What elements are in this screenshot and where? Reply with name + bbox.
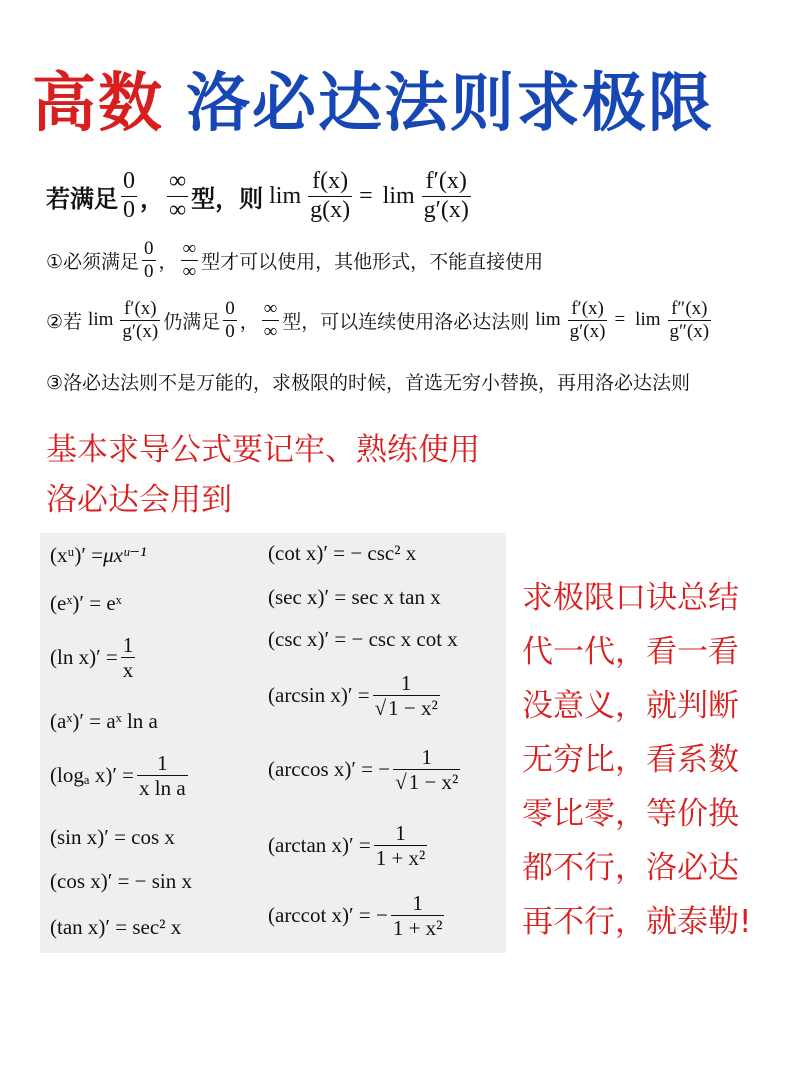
sqrt-sign: √ [395, 770, 407, 795]
numerator: ∞ [182, 238, 197, 259]
denominator: g′(x) [122, 320, 159, 342]
formula-arcsin [268, 671, 443, 720]
formula-arccot [268, 891, 447, 940]
formula-lhs: (arcsin x)′ = [268, 683, 370, 708]
formula-lhs: (xᵘ)′ = [50, 543, 104, 567]
inf-over-inf [181, 238, 199, 283]
verse-line: 没意义，就判断 [522, 688, 739, 724]
fpp-over-gpp [668, 298, 712, 343]
numerator: f″(x) [671, 298, 708, 319]
denominator: 0 [225, 320, 235, 342]
note-1 [46, 238, 543, 283]
formula-tan: (tan x)′ = sec² x [50, 915, 182, 939]
formula-cos: (cos x)′ = − sin x [50, 869, 193, 893]
lim-operator: lim [269, 182, 302, 209]
note-2-prefix: ②若 [46, 310, 83, 333]
subtitle-line-1: 基本求导公式要记牢、熟练使用 [46, 432, 480, 468]
denominator [373, 695, 440, 720]
title-topic: 洛必达法则求极限 [186, 67, 714, 141]
numerator: f′(x) [123, 298, 157, 319]
denominator: 1 + x² [375, 846, 426, 871]
note-2 [46, 298, 714, 343]
numerator: 1 [122, 633, 134, 657]
equals-sign: = [614, 309, 626, 331]
denominator: g(x) [310, 196, 351, 223]
lim-operator: lim [635, 309, 661, 331]
formula-rhs: μxᵘ⁻¹ [103, 543, 147, 567]
formula-lhs: (arccot x)′ = − [268, 903, 388, 928]
formula-cot: (cot x)′ = − csc² x [268, 541, 417, 565]
inf-over-inf [262, 298, 280, 343]
zero-over-zero [223, 298, 237, 343]
denominator: ∞ [169, 196, 187, 223]
lim-operator: lim [535, 309, 561, 331]
comma: ， [140, 184, 164, 213]
comma: ， [158, 250, 178, 273]
radicand: 1 − x² [388, 696, 438, 721]
denominator: x [122, 658, 134, 683]
numerator: ∞ [263, 298, 278, 319]
formula-csc: (csc x)′ = − csc x cot x [268, 627, 458, 651]
formula-ax: (aˣ)′ = aˣ ln a [50, 709, 158, 733]
note-3: ③洛必达法则不是万能的，求极限的时候，首选无穷小替换，再用洛必达法则 [46, 372, 691, 394]
numerator: ∞ [169, 168, 187, 194]
denominator: g″(x) [669, 320, 710, 342]
verse-line: 再不行，就泰勒! [522, 904, 752, 940]
numerator: 0 [144, 238, 154, 259]
denominator: 1 + x² [392, 916, 443, 941]
formula-sec: (sec x)′ = sec x tan x [268, 585, 441, 609]
denominator: g′(x) [569, 320, 606, 342]
numerator: f(x) [312, 168, 349, 194]
note-1-prefix: ①必须满足 [46, 250, 140, 273]
lim-operator: lim [88, 309, 114, 331]
formula-fraction [374, 821, 428, 870]
denominator: 0 [123, 196, 135, 223]
denominator: g′(x) [423, 196, 469, 223]
note-2-mid: 仍满足 [163, 310, 221, 333]
verse-line: 都不行，洛必达 [522, 850, 739, 886]
numerator: 1 [412, 891, 423, 915]
title-subject: 高数 [32, 67, 164, 141]
radicand: 1 − x² [408, 770, 459, 795]
formula-log [50, 751, 191, 800]
condition-line [46, 168, 474, 224]
numerator: 1 [157, 751, 168, 775]
zero-over-zero [121, 168, 137, 224]
lim-operator: lim [382, 182, 415, 209]
numerator: 1 [400, 671, 412, 695]
page-title [32, 52, 714, 144]
formula-fraction [121, 633, 136, 682]
formula-arccos [268, 745, 463, 794]
denominator: 0 [144, 260, 154, 282]
formula-lhs: (ln x)′ = [50, 645, 118, 670]
formula-fraction [393, 745, 460, 794]
formula-lhs: (arccos x)′ = − [268, 757, 391, 782]
note-2-mid2: 型，可以连续使用洛必达法则 [282, 310, 530, 333]
numerator: f′(x) [571, 298, 604, 319]
verse-line: 代一代，看一看 [522, 634, 739, 670]
formula-fraction [137, 751, 188, 800]
formula-ln [50, 633, 138, 682]
verse-line: 无穷比，看系数 [522, 742, 739, 778]
denominator: ∞ [263, 320, 278, 342]
denominator [393, 769, 460, 794]
numerator: 1 [395, 821, 406, 845]
condition-prefix: 若满足 [46, 184, 118, 213]
derivative-formula-table [40, 533, 506, 953]
condition-type: 型，则 [191, 184, 264, 213]
formula-power [50, 543, 146, 568]
comma: ， [239, 310, 259, 333]
numerator: f′(x) [425, 168, 467, 194]
formula-arctan [268, 821, 430, 870]
fprime-over-gprime [422, 168, 471, 224]
note-1-suffix: 型才可以使用，其他形式，不能直接使用 [201, 250, 544, 273]
subtitle-line-2: 洛必达会用到 [46, 482, 232, 518]
denominator: x ln a [139, 776, 186, 801]
fprime-over-gprime [120, 298, 160, 343]
denominator: ∞ [182, 260, 197, 282]
numerator: 1 [421, 745, 432, 769]
f-over-g [308, 168, 352, 224]
formula-exp: (eˣ)′ = eˣ [50, 591, 122, 615]
numerator: 0 [123, 168, 135, 194]
equals-sign: = [359, 182, 373, 209]
verse-line: 零比零，等价换 [522, 796, 739, 832]
sqrt-sign: √ [374, 696, 387, 721]
formula-fraction [391, 891, 445, 940]
inf-over-inf [167, 168, 188, 224]
fprime-over-gprime [568, 298, 608, 343]
formula-sin: (sin x)′ = cos x [50, 825, 175, 849]
formula-fraction [373, 671, 440, 720]
formula-lhs: (arctan x)′ = [268, 833, 371, 858]
zero-over-zero [142, 238, 156, 283]
formula-lhs: (logₐ x)′ = [50, 763, 134, 788]
verse-line: 求极限口诀总结 [522, 580, 739, 616]
numerator: 0 [225, 298, 235, 319]
